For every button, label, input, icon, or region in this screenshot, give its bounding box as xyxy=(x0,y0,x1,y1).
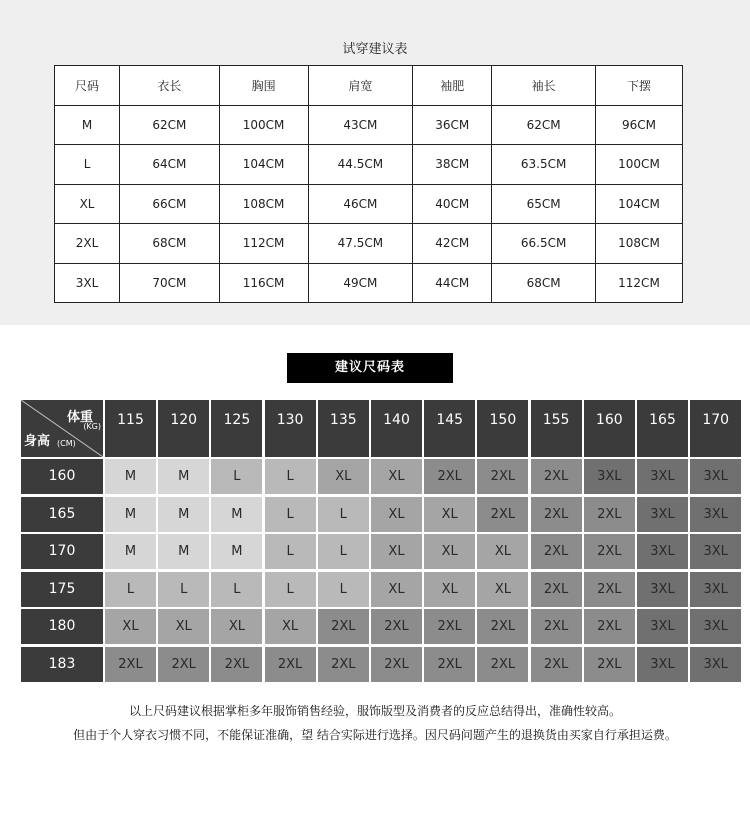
size-cell: 2XL xyxy=(424,459,475,494)
fit-table-cell: 49CM xyxy=(308,263,413,303)
fit-table-cell: 66CM xyxy=(120,184,220,224)
size-cell: 3XL xyxy=(690,459,741,494)
size-cell: L xyxy=(318,572,369,607)
fit-table-cell: 100CM xyxy=(595,145,682,185)
size-cell: 2XL xyxy=(371,647,422,682)
fit-table-size: M xyxy=(55,105,120,145)
size-cell: 3XL xyxy=(637,572,688,607)
size-cell: 3XL xyxy=(584,459,635,494)
fit-table-cell: 38CM xyxy=(413,145,492,185)
size-cell: L xyxy=(211,572,262,607)
size-cell: 2XL xyxy=(424,609,475,644)
height-header: 165 xyxy=(21,497,103,532)
weight-label: 体重 xyxy=(66,410,93,425)
fit-table-row xyxy=(55,105,683,145)
weight-header: 140 xyxy=(371,400,422,457)
size-cell: XL xyxy=(105,609,156,644)
height-header: 180 xyxy=(21,609,103,644)
size-cell: M xyxy=(158,534,209,569)
note-line-2: 但由于个人穿衣习惯不同，不能保证准确，望 结合实际进行选择。因尺码问题产生的退换货由买家自行承担运费。 xyxy=(73,728,677,742)
size-cell: XL xyxy=(424,534,475,569)
height-header: 160 xyxy=(21,459,103,494)
fit-table-cell: 112CM xyxy=(595,263,682,303)
size-cell: 3XL xyxy=(690,647,741,682)
size-cell: L xyxy=(158,572,209,607)
fit-table-cell: 65CM xyxy=(492,184,596,224)
fit-table-cell: 104CM xyxy=(219,145,308,185)
fit-table-cell: 104CM xyxy=(595,184,682,224)
size-cell: 2XL xyxy=(371,609,422,644)
size-cell: 3XL xyxy=(690,534,741,569)
fit-table-cell: 43CM xyxy=(308,105,413,145)
size-cell: 2XL xyxy=(318,647,369,682)
weight-unit: (KG) xyxy=(83,422,101,431)
weight-header: 135 xyxy=(318,400,369,457)
fit-table-cell: 116CM xyxy=(219,263,308,303)
size-cell: 3XL xyxy=(637,459,688,494)
fit-table-header: 胸围 xyxy=(219,66,308,106)
fit-table-cell: 108CM xyxy=(219,184,308,224)
note-line-1: 以上尺码建议根据掌柜多年服饰销售经验，服饰版型及消费者的反应总结得出，准确性较高。 xyxy=(128,704,621,718)
size-cell: 2XL xyxy=(318,609,369,644)
size-cell: XL xyxy=(265,609,316,644)
size-cell: L xyxy=(265,572,316,607)
weight-header: 160 xyxy=(584,400,635,457)
size-cell: M xyxy=(211,497,262,532)
size-cell: M xyxy=(105,534,156,569)
grid-corner-header xyxy=(21,400,103,457)
fit-table-title: 试穿建议表 xyxy=(342,42,408,57)
size-cell: 3XL xyxy=(637,534,688,569)
fit-table-row xyxy=(55,263,683,303)
fit-table-size: XL xyxy=(55,184,120,224)
size-cell: L xyxy=(265,534,316,569)
fit-table-cell: 66.5CM xyxy=(492,224,596,264)
fit-table-cell: 112CM xyxy=(219,224,308,264)
fit-table-cell: 42CM xyxy=(413,224,492,264)
size-cell: L xyxy=(211,459,262,494)
fit-table xyxy=(54,65,683,303)
size-cell: L xyxy=(318,497,369,532)
weight-header: 150 xyxy=(477,400,528,457)
size-cell: M xyxy=(211,534,262,569)
weight-header: 115 xyxy=(105,400,156,457)
fit-table-cell: 63.5CM xyxy=(492,145,596,185)
size-chart-title: 建议尺码表 xyxy=(287,353,453,383)
size-cell: L xyxy=(105,572,156,607)
fit-table-cell: 70CM xyxy=(120,263,220,303)
weight-header: 130 xyxy=(265,400,316,457)
size-cell: 2XL xyxy=(531,534,582,569)
size-cell: XL xyxy=(371,534,422,569)
weight-header: 120 xyxy=(158,400,209,457)
fit-table-cell: 68CM xyxy=(492,263,596,303)
size-cell: L xyxy=(318,534,369,569)
fit-table-header: 袖肥 xyxy=(413,66,492,106)
fit-table-size: 3XL xyxy=(55,263,120,303)
size-cell: M xyxy=(105,497,156,532)
size-cell: 3XL xyxy=(690,572,741,607)
size-cell: L xyxy=(265,459,316,494)
fit-table-header: 尺码 xyxy=(55,66,120,106)
size-cell: 2XL xyxy=(531,609,582,644)
size-cell: 2XL xyxy=(477,647,528,682)
size-cell: 2XL xyxy=(158,647,209,682)
size-cell: XL xyxy=(371,572,422,607)
size-cell: 2XL xyxy=(531,497,582,532)
weight-header: 125 xyxy=(211,400,262,457)
size-cell: 2XL xyxy=(477,497,528,532)
size-cell: 2XL xyxy=(531,459,582,494)
fit-table-cell: 44.5CM xyxy=(308,145,413,185)
fit-table-header: 衣长 xyxy=(120,66,220,106)
size-cell: 2XL xyxy=(424,647,475,682)
size-cell: XL xyxy=(477,534,528,569)
fit-table-cell: 64CM xyxy=(120,145,220,185)
size-cell: 3XL xyxy=(637,609,688,644)
size-cell: 2XL xyxy=(584,647,635,682)
fit-table-header: 下摆 xyxy=(595,66,682,106)
fit-table-cell: 36CM xyxy=(413,105,492,145)
size-cell: 3XL xyxy=(637,647,688,682)
fit-table-header-row xyxy=(55,66,683,106)
size-cell: XL xyxy=(158,609,209,644)
fit-table-cell: 44CM xyxy=(413,263,492,303)
size-cell: XL xyxy=(318,459,369,494)
fit-table-row xyxy=(55,184,683,224)
size-cell: 2XL xyxy=(477,459,528,494)
size-cell: L xyxy=(265,497,316,532)
size-chart-grid xyxy=(21,400,736,682)
size-cell: 2XL xyxy=(584,609,635,644)
size-cell: 3XL xyxy=(637,497,688,532)
height-header: 183 xyxy=(21,647,103,682)
fit-table-cell: 47.5CM xyxy=(308,224,413,264)
size-cell: 2XL xyxy=(531,572,582,607)
size-cell: XL xyxy=(424,497,475,532)
size-cell: 2XL xyxy=(531,647,582,682)
weight-header: 165 xyxy=(637,400,688,457)
size-cell: 2XL xyxy=(584,497,635,532)
fit-table-cell: 62CM xyxy=(120,105,220,145)
size-cell: M xyxy=(158,459,209,494)
size-cell: 2XL xyxy=(265,647,316,682)
fit-table-cell: 62CM xyxy=(492,105,596,145)
size-cell: 3XL xyxy=(690,497,741,532)
fit-table-row xyxy=(55,145,683,185)
size-cell: XL xyxy=(211,609,262,644)
size-cell: XL xyxy=(371,459,422,494)
height-header: 175 xyxy=(21,572,103,607)
fit-table-cell: 100CM xyxy=(219,105,308,145)
size-cell: 2XL xyxy=(105,647,156,682)
fit-table-header: 肩宽 xyxy=(308,66,413,106)
weight-header: 170 xyxy=(690,400,741,457)
size-cell: 2XL xyxy=(584,534,635,569)
size-cell: 3XL xyxy=(690,609,741,644)
weight-header: 155 xyxy=(531,400,582,457)
fit-table-cell: 108CM xyxy=(595,224,682,264)
fit-table-cell: 68CM xyxy=(120,224,220,264)
fit-table-size: L xyxy=(55,145,120,185)
fit-table-size: 2XL xyxy=(55,224,120,264)
size-cell: XL xyxy=(371,497,422,532)
size-cell: XL xyxy=(424,572,475,607)
fit-table-header: 袖长 xyxy=(492,66,596,106)
size-cell: 2XL xyxy=(211,647,262,682)
size-cell: 2XL xyxy=(584,572,635,607)
height-header: 170 xyxy=(21,534,103,569)
size-cell: M xyxy=(158,497,209,532)
weight-header: 145 xyxy=(424,400,475,457)
height-label: 身高 xyxy=(24,434,51,449)
size-cell: 2XL xyxy=(477,609,528,644)
fit-table-cell: 46CM xyxy=(308,184,413,224)
fit-table-cell: 96CM xyxy=(595,105,682,145)
size-cell: XL xyxy=(477,572,528,607)
height-unit: (CM) xyxy=(57,439,76,448)
size-cell: M xyxy=(105,459,156,494)
fit-table-row xyxy=(55,224,683,264)
fit-table-cell: 40CM xyxy=(413,184,492,224)
